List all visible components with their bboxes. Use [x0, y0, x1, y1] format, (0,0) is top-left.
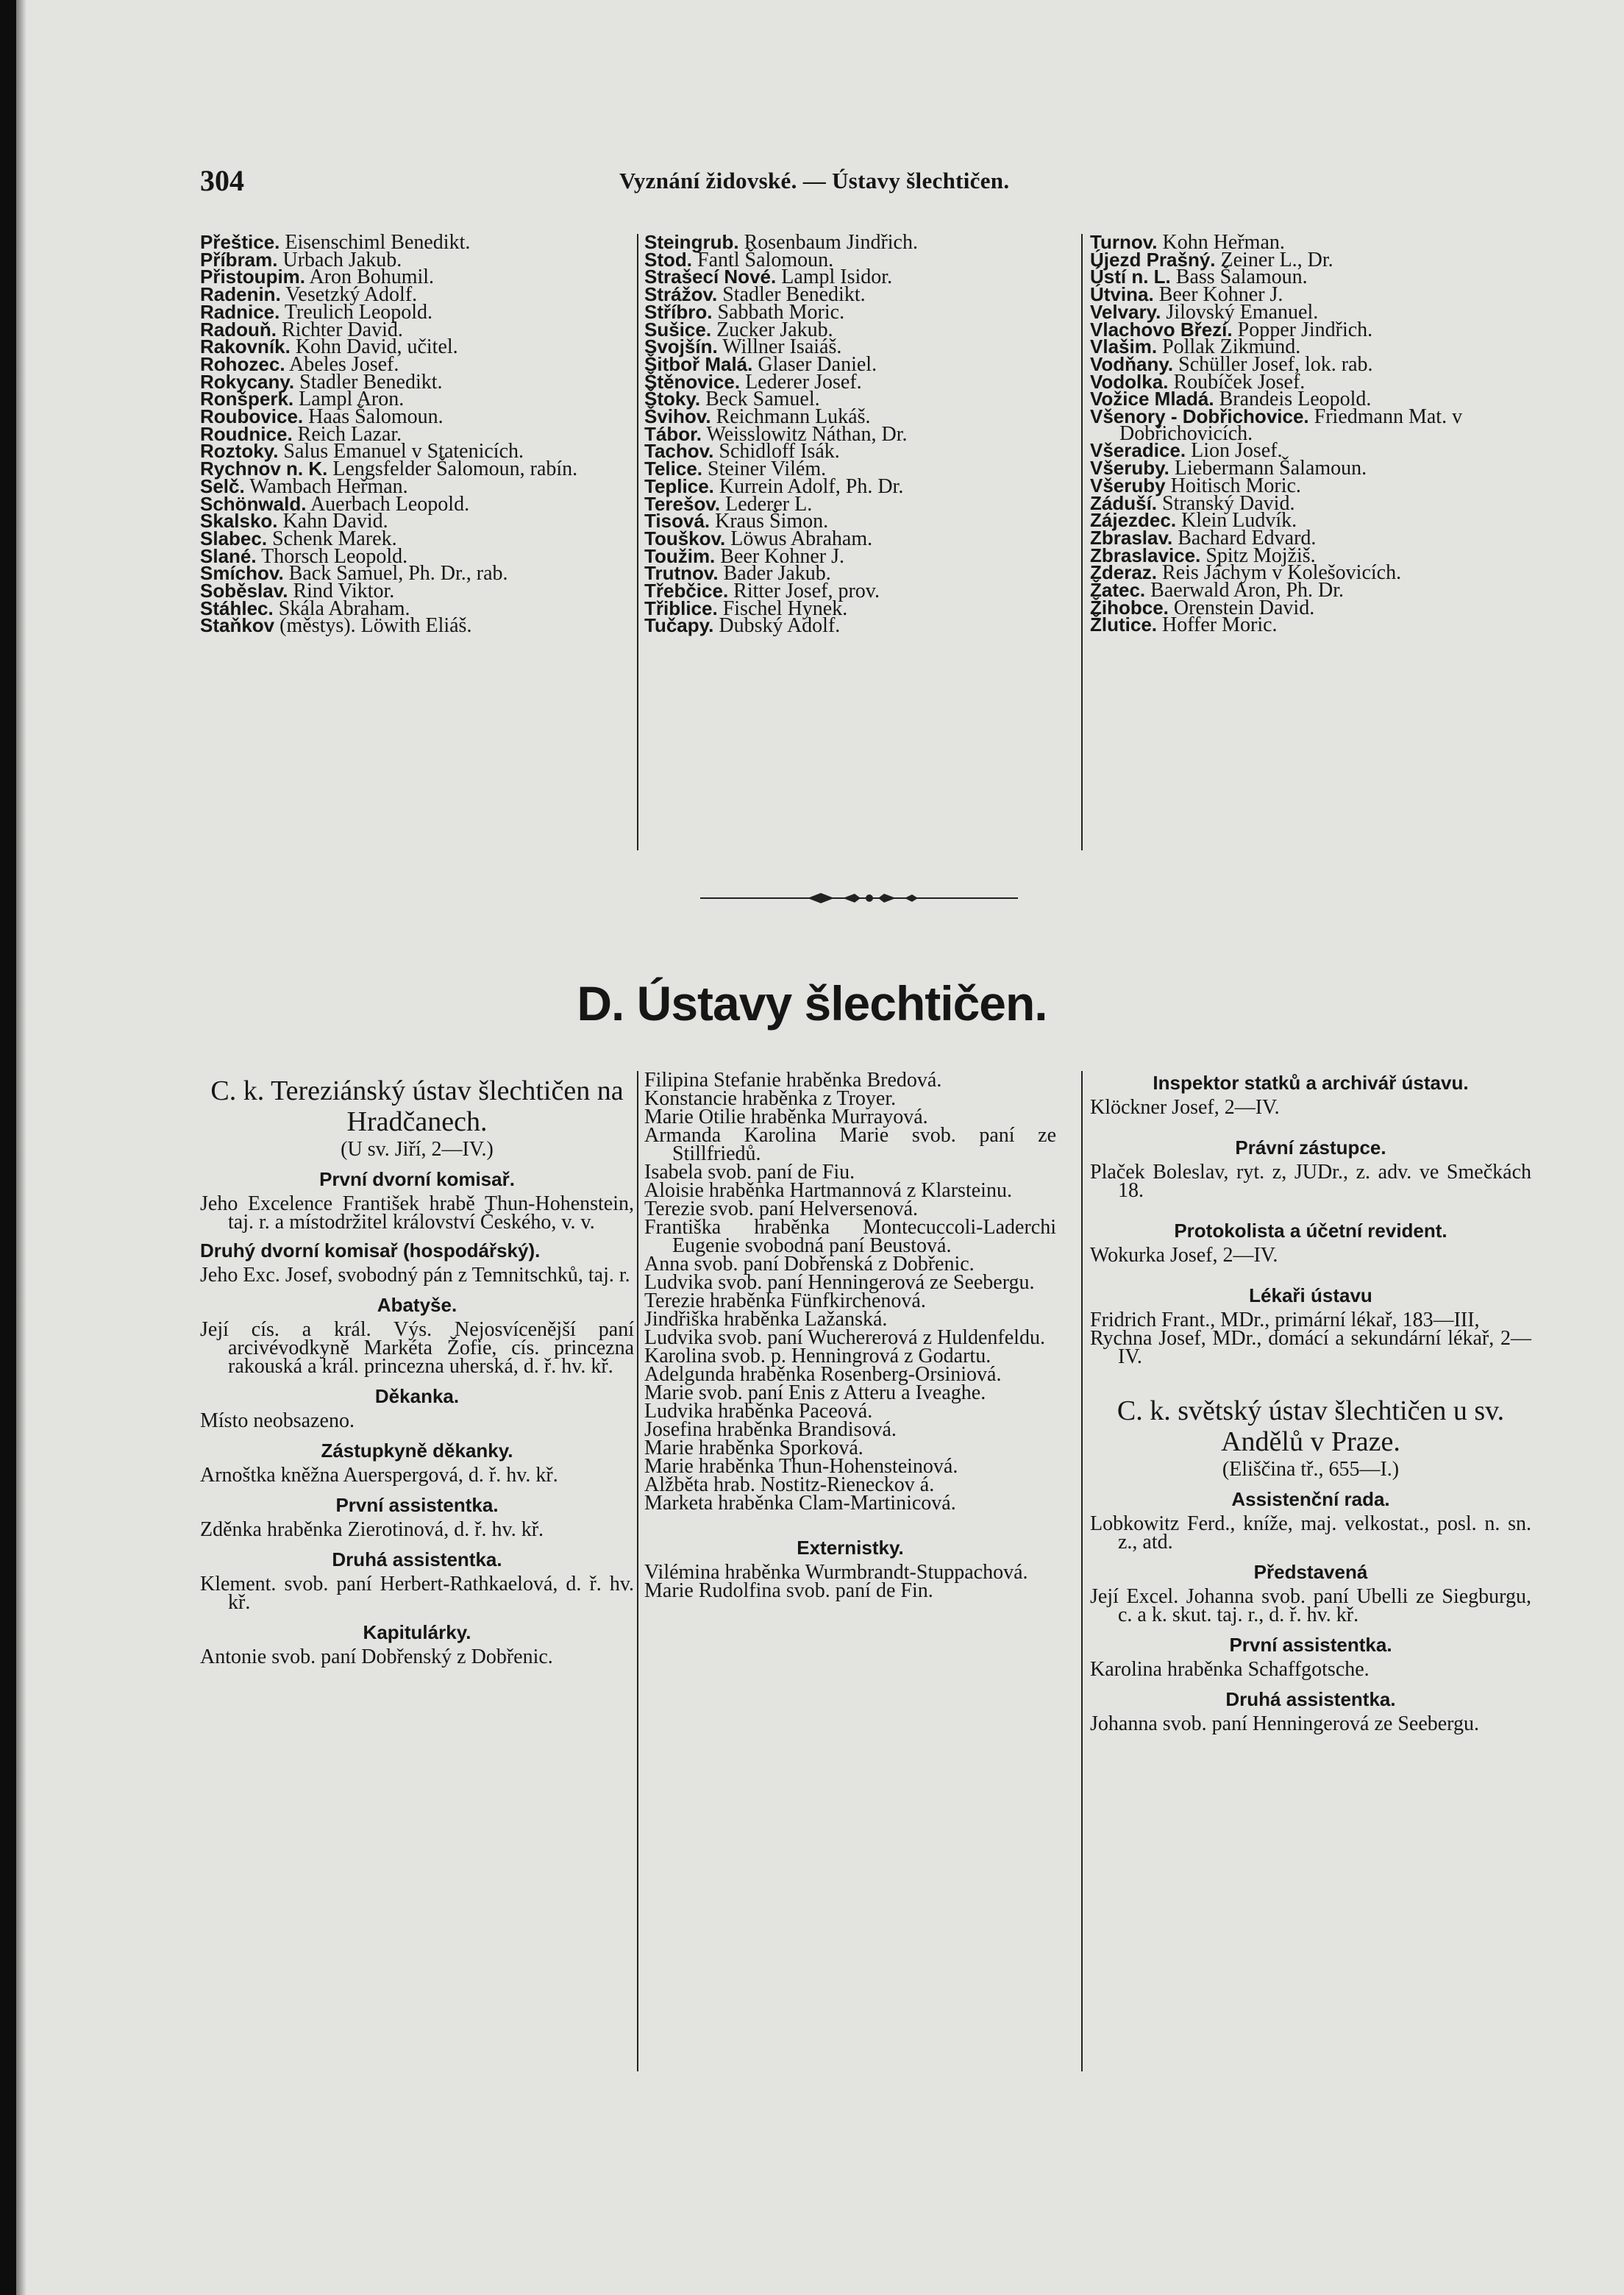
column-rule: [637, 234, 638, 850]
place-person: Richter David.: [282, 318, 403, 341]
place-name: Radouň.: [200, 318, 277, 341]
place-person: Aron Bohumil.: [309, 266, 435, 289]
place-person: Fischel Hynek.: [722, 597, 848, 620]
place-person: Roubíček Josef.: [1173, 370, 1306, 394]
place-name: Roudnice.: [200, 422, 293, 445]
institution1-address: (U sv. Jiří, 2—IV.): [341, 1138, 494, 1161]
role-heading: Abatyše.: [377, 1294, 457, 1316]
place-person: Bass Šalamoun.: [1175, 266, 1308, 289]
place-name: Zderaz.: [1090, 561, 1158, 584]
institution2-title: C. k. světský ústav šlechtičen u sv. Andělů v Praze.: [1116, 1395, 1505, 1457]
capitular-entry: Filipina Stefanie hraběnka Bredová.: [644, 1069, 942, 1092]
place-name: Všenory - Dobřichovice.: [1090, 405, 1309, 428]
institution1-column2: [644, 1071, 1056, 1600]
role-text: Antonie svob. paní Dobřenský z Dobřenic.: [200, 1645, 553, 1668]
first-assistant-heading: První assistentka.: [1229, 1634, 1392, 1656]
place-person: Rosenbaum Jindřich.: [744, 231, 918, 254]
role-heading: První dvorní komisař.: [319, 1168, 515, 1190]
capitular-entry: Marie Otilie hraběnka Murrayová.: [644, 1106, 928, 1128]
place-name: Přistoupim.: [200, 266, 306, 288]
capitular-entry: Karolina svob. p. Henningrová z Godartu.: [644, 1345, 991, 1367]
place-person: Treulich Leopold.: [284, 300, 433, 324]
institution2-address: (Eliščina tř., 655—I.): [1222, 1458, 1400, 1481]
place-name: Útvina.: [1090, 283, 1154, 306]
place-person: (městys). Löwith Eliáš.: [279, 614, 472, 638]
place-name: Rychnov n. K.: [200, 458, 328, 480]
capitular-entry: Aloisie hraběnka Hartmannová z Klarsteinu.: [644, 1179, 1012, 1202]
place-person: Haas Šalomoun.: [308, 405, 444, 429]
role-text: Místo neobsazeno.: [200, 1409, 355, 1432]
role-heading: Kapitulárky.: [363, 1621, 471, 1643]
doctor-entry: Fridrich Frant., MDr., primární lékař, 183—III,: [1090, 1309, 1480, 1331]
inspector-heading: Inspektor statků a archivář ústavu.: [1153, 1072, 1469, 1094]
counsel-text: Plaček Boleslav, ryt. z, JUDr., z. adv. ve Smečkách 18.: [1090, 1161, 1531, 1202]
place-person: Vesetzký Adolf.: [285, 283, 418, 307]
place-name: Tučapy.: [644, 614, 714, 637]
page-edge-gradient: [16, 0, 26, 2295]
place-name: Svojšín.: [644, 335, 718, 358]
place-person: Lampl Isidor.: [781, 266, 893, 289]
place-name: Touškov.: [644, 527, 726, 549]
place-name: Schönwald.: [200, 492, 307, 515]
place-person: Beer Kohner J.: [1158, 283, 1283, 307]
capitular-entry: Ludvika hraběnka Paceová.: [644, 1400, 873, 1423]
place-person: Kraus Šimon.: [715, 510, 829, 533]
place-person: Spitz Mojžiš.: [1205, 544, 1316, 567]
place-name: Radnice.: [200, 300, 280, 323]
place-name: Roztoky.: [200, 440, 279, 463]
place-person: Klein Ludvík.: [1181, 509, 1297, 533]
role-text: Jeho Excelence František hrabě Thun-Hohenstein, taj. r. a místodržitel království Českého, v. v.: [200, 1192, 634, 1234]
place-name: Strážov.: [644, 283, 718, 306]
place-person: Salus Emanuel v Statenicích.: [283, 440, 524, 463]
place-name: Vodňany.: [1090, 352, 1174, 375]
place-list-col2: [644, 231, 1056, 638]
role-heading: Děkanka.: [374, 1385, 460, 1407]
place-person: Stadler Benedikt.: [722, 283, 866, 307]
place-person: Steiner Vilém.: [708, 458, 827, 481]
place-person: Abeles Josef.: [289, 352, 399, 376]
place-name: Slabec.: [200, 527, 268, 549]
place-name: Tábor.: [644, 422, 702, 445]
place-person: Stranský David.: [1162, 491, 1295, 515]
place-person: Schüller Josef, lok. rab.: [1178, 352, 1373, 376]
capitular-entry: Marie svob. paní Enis z Atteru a Iveaghe.: [644, 1381, 986, 1404]
page-edge-shadow: [0, 0, 16, 2295]
place-name: Újezd Prašný.: [1090, 248, 1216, 271]
role-heading: Zástupkyně děkanky.: [321, 1440, 513, 1462]
column-rule: [637, 1071, 638, 2071]
place-person: Friedmann Mat. v Dobřichovicích.: [1119, 405, 1463, 445]
place-person: Eisenschiml Benedikt.: [285, 231, 471, 254]
place-name: Vodolka.: [1090, 370, 1169, 393]
place-person: Ritter Josef, prov.: [733, 580, 880, 603]
capitular-entry: Anna svob. paní Dobřenská z Dobřenic.: [644, 1253, 975, 1275]
council-heading: Assistenční rada.: [1231, 1488, 1390, 1510]
place-person: Skála Abraham.: [278, 597, 410, 620]
place-person: Popper Jindřich.: [1237, 318, 1373, 341]
place-name: Ústí n. L.: [1090, 266, 1171, 288]
place-name: Stříbro.: [644, 300, 713, 323]
externist-entry: Marie Rudolfina svob. paní de Fin.: [644, 1579, 933, 1602]
place-person: Reich Lazar.: [297, 422, 402, 446]
capitular-entry: Armanda Karolina Marie svob. paní ze Stillfriedů.: [644, 1124, 1056, 1165]
place-name: Záduší.: [1090, 491, 1158, 514]
place-name: Štoky.: [644, 388, 701, 410]
place-person: Reis Jáchym v Kolešovicích.: [1162, 561, 1402, 585]
capitular-entry: Terezie svob. paní Helversenová.: [644, 1198, 918, 1220]
protocolist-heading: Protokolista a účetní revident.: [1174, 1220, 1447, 1242]
place-person: Jilovský Emanuel.: [1166, 300, 1319, 324]
capitular-entry: Adelgunda hraběnka Rosenberg-Orsiniová.: [644, 1363, 1002, 1386]
place-name: Tisová.: [644, 510, 710, 533]
place-person: Dubský Adolf.: [719, 614, 841, 638]
place-name: Rokycany.: [200, 370, 295, 393]
place-entry: [200, 614, 634, 638]
place-person: Reichmann Lukáš.: [716, 405, 871, 429]
place-person: Lederer Josef.: [745, 370, 862, 394]
place-name: Všeruby.: [1090, 457, 1169, 480]
superior-text: Její Excel. Johanna svob. paní Ubelli ze Siegburgu, c. a k. skut. taj. r., d. ř. hv. kř.: [1090, 1585, 1531, 1626]
capitular-entry: Ludvika svob. paní Henningerová ze Seebergu.: [644, 1271, 1035, 1294]
running-title: Vyznání židovské. — Ústavy šlechtičen.: [619, 168, 1010, 193]
place-person: Beer Kohner J.: [720, 544, 845, 568]
role-text: Arnoštka kněžna Auerspergová, d. ř. hv. kř.: [200, 1464, 558, 1487]
place-person: Orenstein David.: [1173, 596, 1315, 619]
place-name: Žlutice.: [1090, 613, 1158, 636]
place-person: Schidloff Isák.: [719, 440, 840, 463]
place-name: Sušice.: [644, 318, 712, 341]
place-person: Zeiner L., Dr.: [1220, 248, 1333, 271]
place-entry: [1090, 405, 1531, 445]
column-rule: [1081, 234, 1083, 850]
place-name: Radenin.: [200, 283, 281, 306]
doctors-heading: Lékaři ústavu: [1249, 1284, 1372, 1306]
role-text: Klement. svob. paní Herbert-Rathkaelová, d. ř. hv. kř.: [200, 1573, 634, 1614]
place-list-col3: [1090, 231, 1531, 637]
capitular-entry: Jindřiška hraběnka Lažanská.: [644, 1308, 888, 1331]
ornament-divider: [697, 887, 1021, 909]
capitular-entry: Alžběta hrab. Nostitz-Rieneckov á.: [644, 1473, 935, 1496]
place-name: Staňkov: [200, 614, 275, 637]
place-person: Pollak Zikmund.: [1162, 335, 1301, 359]
place-name: Švihov.: [644, 405, 711, 428]
place-person: Lengsfelder Šalomoun, rabín.: [332, 458, 578, 481]
capitular-entry: Marie hraběnka Sporková.: [644, 1437, 863, 1459]
place-person: Thorsch Leopold.: [261, 544, 408, 568]
place-person: Weisslowitz Náthan, Dr.: [706, 422, 908, 446]
place-name: Soběslav.: [200, 580, 288, 602]
second-assistant-heading: Druhá assistentka.: [1225, 1688, 1396, 1710]
place-person: Back Samuel, Ph. Dr., rab.: [288, 562, 508, 586]
place-person: Kohn David, učitel.: [295, 335, 458, 359]
place-name: Turnov.: [1090, 231, 1158, 253]
place-person: Lampl Aron.: [299, 388, 405, 411]
capitular-entry: Konstancie hraběnka z Troyer.: [644, 1087, 897, 1110]
place-person: Stadler Benedikt.: [299, 370, 443, 394]
place-name: Vlašim.: [1090, 335, 1158, 358]
place-list-col1: [200, 231, 634, 638]
role-text: Jeho Exc. Josef, svobodný pán z Temnitschků, taj. r.: [200, 1264, 630, 1287]
place-name: Telice.: [644, 458, 703, 480]
place-name: Žihobce.: [1090, 596, 1169, 619]
place-name: Vožice Mladá.: [1090, 388, 1214, 410]
place-person: Willner Isaiáš.: [722, 335, 842, 359]
place-name: Žatec.: [1090, 579, 1146, 602]
place-entry: [644, 614, 1056, 638]
place-name: Skalsko.: [200, 510, 278, 533]
place-name: Stod.: [644, 248, 692, 271]
place-person: Bachard Edvard.: [1178, 526, 1317, 549]
place-name: Stáhlec.: [200, 597, 274, 619]
institution1-title: C. k. Tereziánský ústav šlechtičen na Hradčanech.: [210, 1075, 624, 1137]
place-name: Terešov.: [644, 492, 721, 515]
role-heading: První assistentka.: [335, 1494, 499, 1516]
place-name: Třiblice.: [644, 597, 718, 619]
place-name: Slané.: [200, 544, 257, 567]
page-number: 304: [200, 164, 244, 197]
institution1-column1: [200, 1071, 634, 1666]
role-text: Její cís. a král. Výs. Nejosvícenější paní arcivévodkyně Markéta Žofie, cís. princezna rakouská a král. princezna uherská, d. ř. hv. kř.: [200, 1318, 634, 1378]
place-person: Urbach Jakub.: [282, 248, 402, 271]
place-person: Zucker Jakub.: [716, 318, 833, 341]
capitular-entry: Terezie hraběnka Fünfkirchenová.: [644, 1289, 926, 1312]
place-name: Štěnovice.: [644, 370, 741, 393]
place-person: Wambach Heřman.: [249, 474, 408, 498]
inspector-text: Klöckner Josef, 2—IV.: [1090, 1096, 1280, 1119]
place-entry: [1090, 613, 1531, 637]
place-name: Přeštice.: [200, 231, 280, 253]
institution-column3: [1090, 1071, 1531, 1733]
place-person: Lederer L.: [725, 492, 813, 516]
place-person: Brandeis Leopold.: [1219, 388, 1372, 411]
place-name: Steingrub.: [644, 231, 739, 253]
place-name: Rakovník.: [200, 335, 291, 358]
place-person: Kohn Heřman.: [1162, 231, 1285, 254]
place-name: Všeruby: [1090, 474, 1166, 497]
place-name: Roubovice.: [200, 405, 304, 428]
place-person: Baerwald Aron, Ph. Dr.: [1150, 579, 1345, 602]
place-person: Hoitisch Moric.: [1170, 474, 1301, 497]
place-person: Löwus Abraham.: [730, 527, 873, 550]
running-head: [200, 163, 1097, 207]
place-name: Teplice.: [644, 474, 714, 497]
place-person: Hoffer Moric.: [1162, 613, 1278, 637]
place-person: Glaser Daniel.: [758, 352, 877, 376]
place-name: Vlachovo Březí.: [1090, 318, 1233, 341]
place-person: Schenk Marek.: [272, 527, 397, 550]
place-person: Rind Viktor.: [293, 580, 395, 603]
externists-heading: Externistky.: [797, 1537, 904, 1559]
place-name: Šitboř Malá.: [644, 352, 753, 375]
place-name: Selč.: [200, 474, 245, 497]
externist-entry: Vilémina hraběnka Wurmbrandt-Stuppachová.: [644, 1561, 1028, 1584]
place-person: Bader Jakub.: [723, 562, 831, 586]
role-text: Zděnka hraběnka Zierotinová, d. ř. hv. kř.: [200, 1518, 544, 1541]
counsel-heading: Právní zástupce.: [1235, 1136, 1386, 1159]
place-name: Všeradice.: [1090, 439, 1186, 462]
capitular-entry: Marketa hraběnka Clam-Martinicová.: [644, 1492, 956, 1515]
doctor-entry: Rychna Josef, MDr., domácí a sekundární lékař, 2—IV.: [1090, 1327, 1531, 1368]
capitular-entry: Josefina hraběnka Brandisová.: [644, 1418, 897, 1441]
place-person: Liebermann Šalamoun.: [1174, 457, 1367, 480]
place-name: Smíchov.: [200, 562, 284, 585]
place-person: Auerbach Leopold.: [310, 492, 470, 516]
first-assistant-text: Karolina hraběnka Schaffgotsche.: [1090, 1658, 1370, 1681]
capitular-entry: Ludvika svob. paní Wuchererová z Huldenfeldu.: [644, 1326, 1045, 1349]
place-person: Lion Josef.: [1191, 439, 1283, 463]
role-heading: Druhá assistentka.: [332, 1548, 502, 1570]
place-name: Rohozec.: [200, 352, 285, 375]
place-name: Toužim.: [644, 544, 716, 567]
column-rule: [1081, 1071, 1083, 2071]
capitular-entry: Marie hraběnka Thun-Hohensteinová.: [644, 1455, 958, 1478]
council-text: Lobkowitz Ferd., kníže, maj. velkostat., posl. n. sn. z., atd.: [1090, 1512, 1531, 1554]
place-name: Trutnov.: [644, 562, 719, 585]
place-person: Kurrein Adolf, Ph. Dr.: [719, 474, 904, 498]
place-person: Sabbath Moric.: [717, 300, 845, 324]
place-person: Kahn David.: [282, 510, 388, 533]
role-heading: Druhý dvorní komisař (hospodářský).: [200, 1239, 541, 1262]
place-name: Zájezdec.: [1090, 509, 1177, 532]
place-person: Beck Samuel.: [705, 388, 820, 411]
capitular-entry: Františka hraběnka Montecuccoli-Laderchi Eugenie svobodná paní Beustová.: [644, 1216, 1056, 1257]
place-person: Fantl Šalomoun.: [697, 248, 834, 271]
place-name: Velvary.: [1090, 300, 1161, 323]
place-name: Příbram.: [200, 248, 278, 271]
place-name: Ronšperk.: [200, 388, 294, 410]
superior-heading: Představená: [1253, 1561, 1368, 1583]
place-name: Strašecí Nové.: [644, 266, 777, 288]
place-name: Zbraslav.: [1090, 526, 1173, 549]
second-assistant-text: Johanna svob. paní Henningerová ze Seebergu.: [1090, 1712, 1479, 1735]
capitular-entry: Isabela svob. paní de Fiu.: [644, 1161, 855, 1184]
protocolist-text: Wokurka Josef, 2—IV.: [1090, 1244, 1278, 1267]
place-name: Tachov.: [644, 440, 714, 463]
place-name: Zbraslavice.: [1090, 544, 1201, 566]
section-title: D. Ústavy šlechtičen.: [577, 976, 1047, 1031]
place-name: Třebčice.: [644, 580, 729, 602]
